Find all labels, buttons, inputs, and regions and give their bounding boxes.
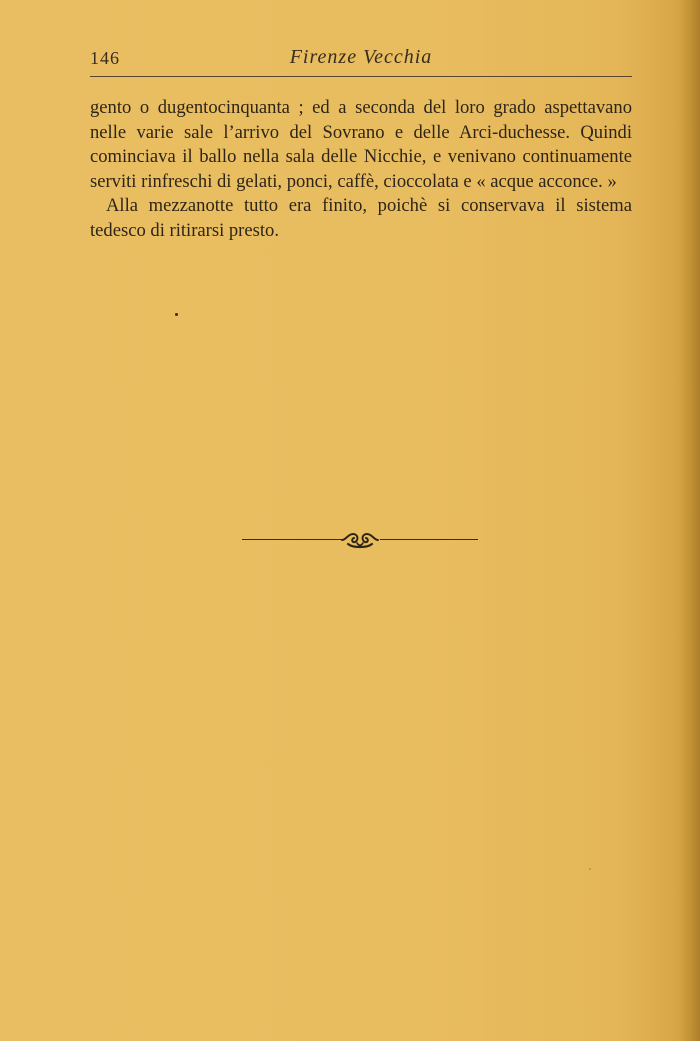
ornament-rule-right xyxy=(380,539,478,540)
ink-speck xyxy=(175,313,178,316)
header-rule xyxy=(90,76,632,77)
body-text xyxy=(90,96,632,243)
paragraph: Alla mezzanotte tutto era finito, poichè si conservava il sistema tedesco di ritirarsi presto. xyxy=(90,195,632,241)
page-number: 146 xyxy=(90,48,120,68)
page-edge-shadow xyxy=(678,0,700,1041)
paragraph: gento o dugentocinquanta ; ed a seconda del loro grado aspettavano nelle varie sale l’arrivo del Sovrano e delle Arci-duchesse. Quindi cominciava il ballo nella sala delle Nicchie, e venivano continuamente serviti rinfreschi di gelati, ponci, caffè, cioccolata e « acque acconce. » xyxy=(90,97,632,192)
ornament-rule-left xyxy=(242,539,342,540)
tailpiece-ornament xyxy=(242,530,478,550)
tailpiece-flourish-icon xyxy=(340,530,380,550)
paper-speck xyxy=(589,868,591,870)
page-header xyxy=(90,46,632,76)
running-title: Firenze Vecchia xyxy=(289,46,433,68)
